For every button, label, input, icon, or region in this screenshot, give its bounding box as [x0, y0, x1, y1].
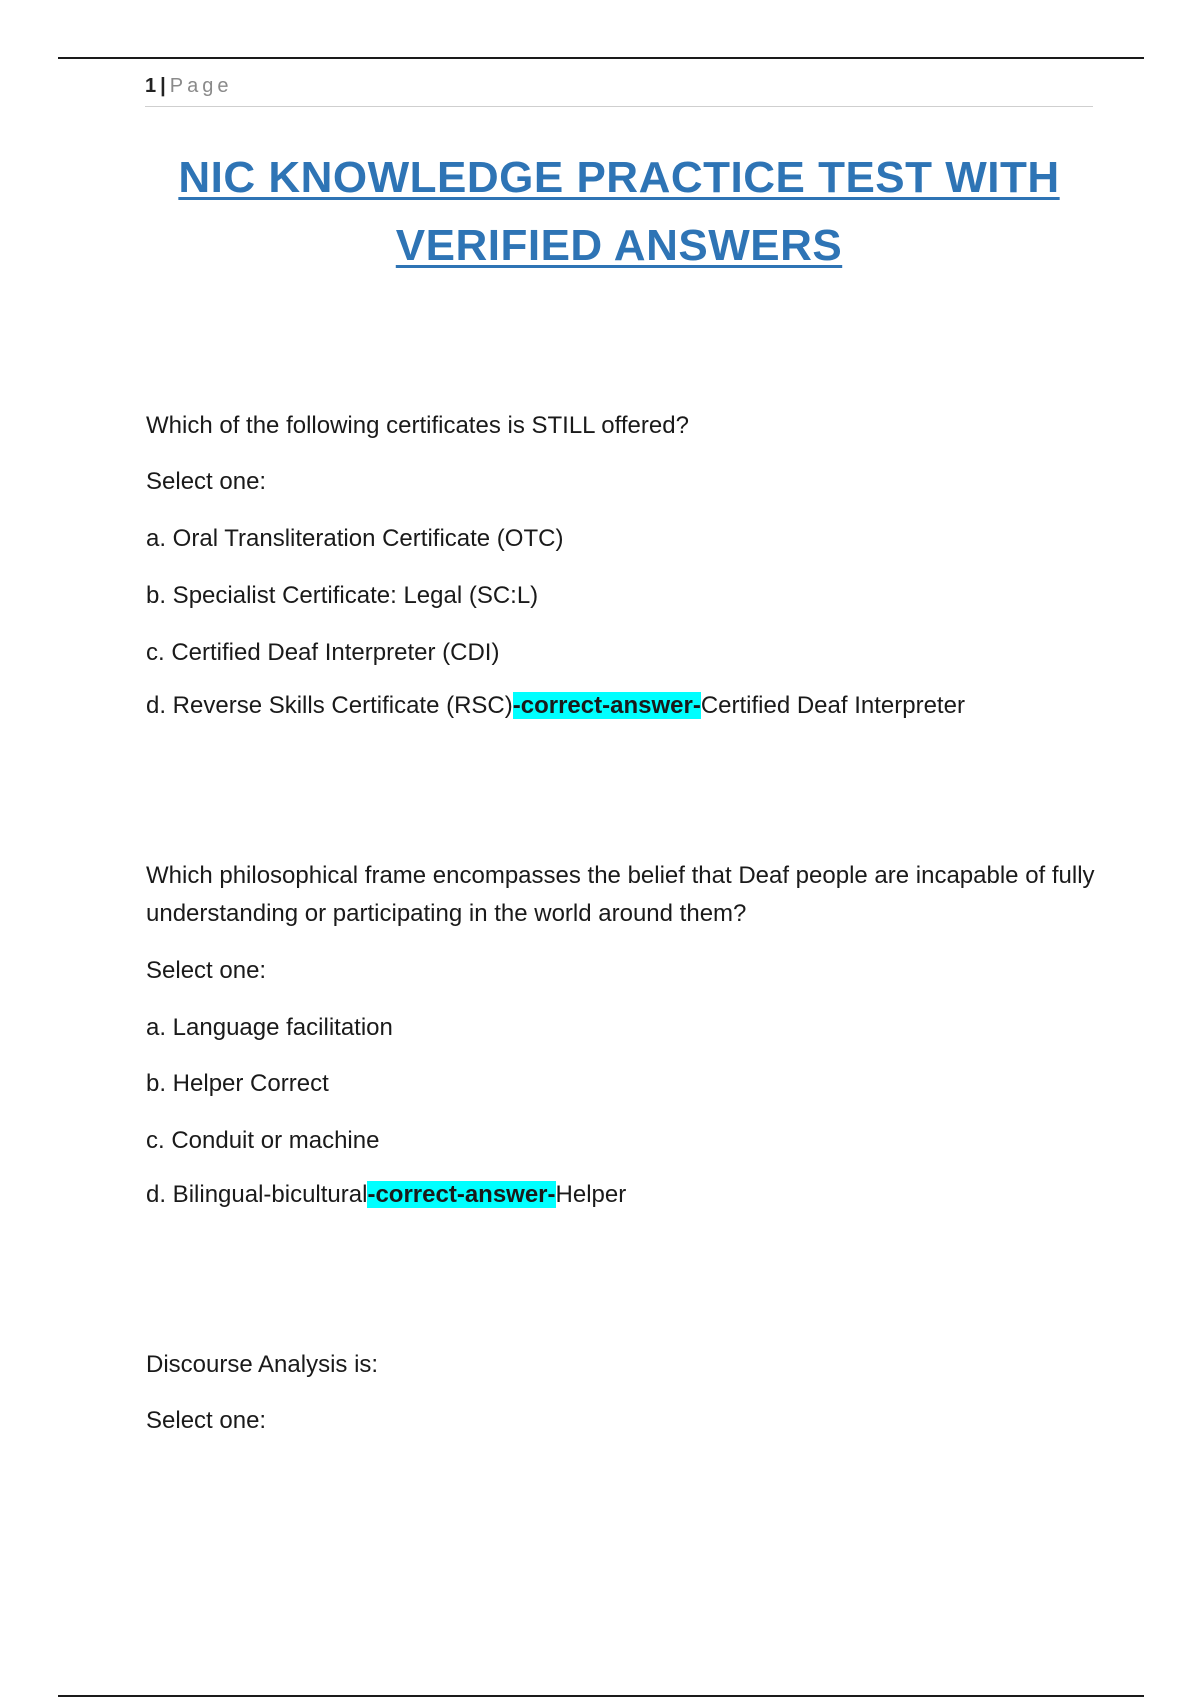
question-2-prompt: Which philosophical frame encompasses the belief that Deaf people are incapable of fully understanding or participating in the world around them?: [146, 862, 1095, 927]
document-title: [145, 144, 1093, 280]
question-1-option-c: c. Certified Deaf Interpreter (CDI): [146, 639, 500, 666]
title-line-1: NIC KNOWLEDGE PRACTICE TEST WITH: [178, 153, 1060, 202]
title-line-2: VERIFIED ANSWERS: [395, 221, 843, 270]
question-2-option-d: [146, 1176, 626, 1214]
question-2-option-a: a. Language facilitation: [146, 1014, 393, 1041]
question-1-answer: Certified Deaf Interpreter: [700, 692, 965, 719]
question-1-prompt: Which of the following certificates is STILL offered?: [146, 412, 689, 439]
page-number: 1: [145, 75, 157, 97]
question-2-correct-answer-marker: -correct-answer-: [367, 1181, 556, 1208]
page-bottom-rule: [58, 1695, 1144, 1697]
question-1-option-d: [146, 687, 965, 725]
question-2-answer: Helper: [555, 1181, 627, 1208]
question-1-select-one: Select one:: [146, 468, 267, 495]
page-separator: |: [160, 75, 166, 97]
page-label: Page: [169, 75, 233, 97]
page-top-rule: [58, 57, 1144, 59]
question-2-option-b: b. Helper Correct: [146, 1070, 329, 1097]
question-3-select-one: Select one:: [146, 1407, 267, 1434]
question-1-correct-answer-marker: -correct-answer-: [512, 692, 701, 719]
question-3-prompt: Discourse Analysis is:: [146, 1351, 379, 1378]
question-1-option-a: a. Oral Transliteration Certificate (OTC): [146, 525, 564, 552]
question-1-option-b: b. Specialist Certificate: Legal (SC:L): [146, 582, 539, 609]
page-header: [145, 75, 1093, 107]
question-2-select-one: Select one:: [146, 957, 267, 984]
question-2-option-d-text: d. Bilingual-bicultural: [146, 1181, 368, 1208]
question-2-option-c: c. Conduit or machine: [146, 1127, 380, 1154]
question-1-option-d-text: d. Reverse Skills Certificate (RSC): [146, 692, 513, 719]
